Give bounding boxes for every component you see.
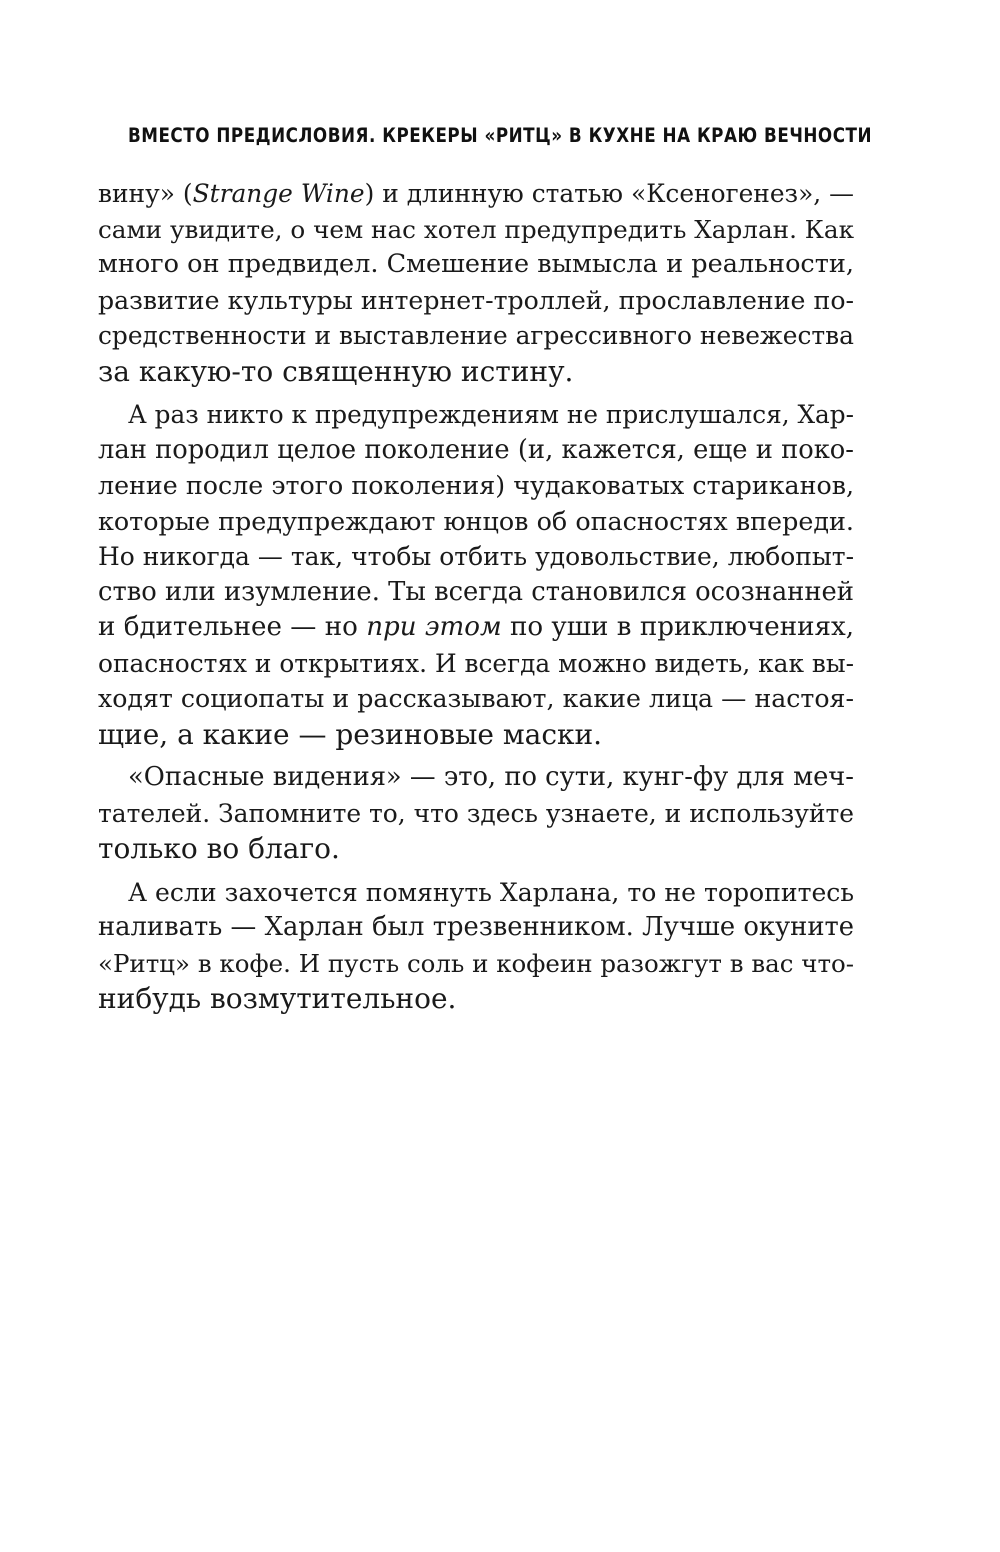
text-line: лан породил целое поколение (и, кажется, еще и поко- xyxy=(98,434,854,465)
text-line: щие, а какие — резиновые маски. xyxy=(98,717,603,751)
text-line: тателей. Запомните то, что здесь узнаете, и используйте xyxy=(98,798,854,828)
text-line: А раз никто к предупреждениям не прислушался, Хар- xyxy=(128,400,854,429)
paragraph-2 xyxy=(98,397,854,752)
italic-emphasis: при этом xyxy=(366,612,502,642)
text-line: ходят социопаты и рассказывают, какие лица — настоя- xyxy=(98,684,854,713)
text-line: ство или изумление. Ты всегда становился осознанней xyxy=(98,576,854,607)
text-line: ление после этого поколения) чудаковатых стариканов, xyxy=(98,471,854,500)
paragraph-4 xyxy=(98,875,854,1017)
body-text xyxy=(98,176,854,1025)
text-line: средственности и выставление агрессивного невежества xyxy=(98,321,854,350)
text-line: за какую-то священную истину. xyxy=(98,354,574,388)
text-line: Но никогда — так, чтобы отбить удовольствие, любопыт- xyxy=(98,542,854,571)
text-line: много он предвидел. Смешение вымысла и реальности, xyxy=(98,249,854,279)
text-line: и бдительнее — но при этом по уши в приключениях, xyxy=(98,612,854,642)
text-line: «Опасные видения» — это, по сути, кунг-фу для меч- xyxy=(128,762,854,792)
running-head: ВМЕСТО ПРЕДИСЛОВИЯ. КРЕКЕРЫ «РИТЦ» В КУХНЕ НА КРАЮ ВЕЧНОСТИ xyxy=(127,124,873,147)
text-line: А если захочется помянуть Харлана, то не торопитесь xyxy=(128,877,854,907)
text-line: наливать — Харлан был трезвенником. Лучше окуните xyxy=(98,912,854,942)
text-line: «Ритц» в кофе. И пусть соль и кофеин разожгут в вас что- xyxy=(98,948,854,978)
italic-title: Strange Wine xyxy=(192,179,365,208)
text-line: которые предупреждают юнцов об опасностях впереди. xyxy=(98,505,854,536)
text-line: сами увидите, о чем нас хотел предупредить Харлан. Как xyxy=(98,214,854,244)
text-line: только во благо. xyxy=(98,832,340,865)
text-line: вину» (Strange Wine) и длинную статью «Ксеногенез», — xyxy=(98,179,854,208)
text-line: нибудь возмутительное. xyxy=(98,982,457,1015)
paragraph-3 xyxy=(98,760,854,867)
paragraph-1 xyxy=(98,176,854,389)
text-line: развитие культуры интернет-троллей, прославление по- xyxy=(98,285,854,315)
text-line: опасностях и открытиях. И всегда можно видеть, как вы- xyxy=(98,648,854,678)
